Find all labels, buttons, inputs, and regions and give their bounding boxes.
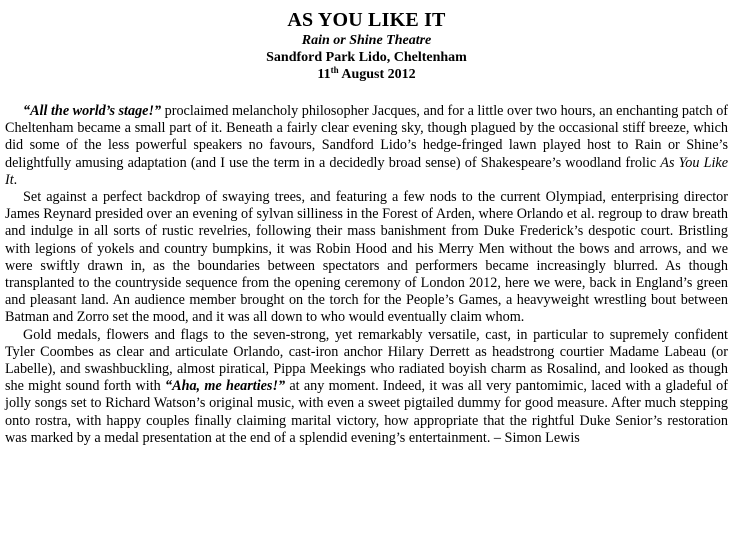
paragraph-3-text-before: Gold medals, flowers and flags to the seven-strong, yet remarkably versatile, cast, in particular to supremely confident Tyler Coombes as clear and articulate Orlando, cast-iron anchor Hilary Derrett as headstrong courtier Madame Labeau (or Labelle), and swashbuckling, almost piratical, Pippa Meekings who radiated boyish charm as Rosalind, and looked as though she might sound forth with	[5, 326, 728, 395]
review-header	[5, 8, 728, 83]
play-title-italic: As You Like It	[5, 154, 728, 188]
review-body	[5, 103, 728, 447]
date-day: 11	[317, 67, 331, 82]
play-title: AS YOU LIKE IT	[287, 9, 446, 31]
pirate-quote: “Aha, me hearties!”	[165, 378, 286, 395]
venue: Sandford Park Lido, Cheltenham	[266, 50, 467, 65]
paragraph-3-text-after: at any moment. Indeed, it was all very pantomimic, laced with a gladeful of jolly songs set to Richard Watson’s original music, with even a sweet pigtailed dummy for good measure. After much stepping onto rostra, with happy couples finally claiming marital victory, how appropriate that the rightful Duke Senior’s restoration was marked by a medal presentation at the end of a splendid evening’s entertainment. – Simon Lewis	[5, 378, 729, 446]
paragraph-1	[5, 103, 728, 189]
date-suffix: th	[330, 65, 339, 75]
performance-date	[5, 66, 728, 83]
paragraph-3	[5, 327, 728, 447]
company-name: Rain or Shine Theatre	[301, 33, 432, 48]
paragraph-2: Set against a perfect backdrop of swaying trees, and featuring a few nods to the current Olympiad, enterprising director James Reynard presided over an evening of sylvan silliness in the Forest of Arden, where Orlando et al. regroup to draw breath and indulge in all sorts of rustic revelries, following their mass banishment from Duke Frederick’s despotic court. Bristling with legions of yokels and country bumpkins, it was Robin Hood and his Merry Men without the bows and arrows, and we were swiftly drawn in, as the boundaries between spectators and performers became increasingly blurred. As though transplanted to the countryside sequence from the opening ceremony of London 2012, here we were, back in England’s green and pleasant land. An audience member brought on the torch for the People’s Games, a heavyweight wrestling bout between Batman and Zorro set the mood, and it was all down to who would eventually claim whom.	[5, 189, 728, 326]
date-month-year: August 2012	[338, 67, 416, 82]
paragraph-1-text: proclaimed melancholy philosopher Jacques, and for a little over two hours, an enchanting patch of Cheltenham became a small part of it. Beneath a fairly clear evening sky, though plagued by the occasional stiff breeze, which did some of the less powerful speakers no favours, Sandford Lido’s hedge-fringed lawn played host to Rain or Shine’s delightfully amusing adaptation (and I use the term in a decidedly broad sense) of Shakespeare’s woodland frolic	[5, 103, 729, 171]
paragraph-1-end: .	[13, 171, 18, 188]
opening-quote: “All the world’s stage!”	[23, 103, 162, 119]
